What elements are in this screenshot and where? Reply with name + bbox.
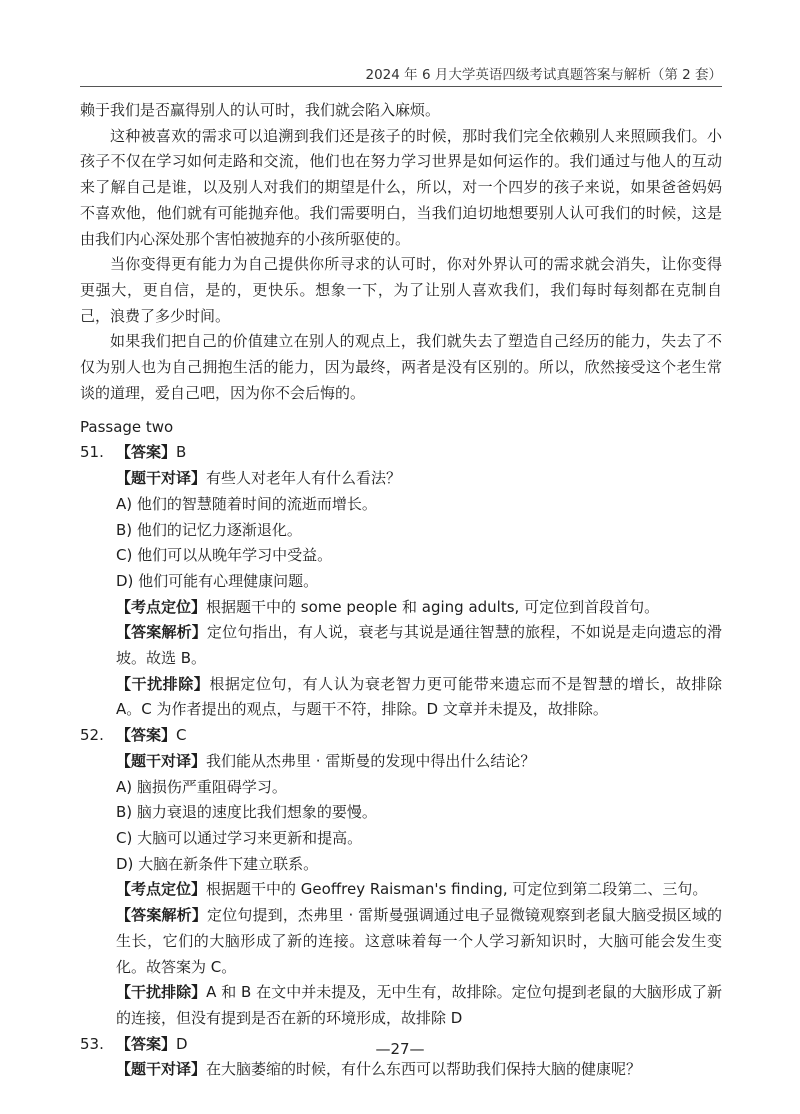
- option-line: [80, 852, 722, 878]
- question-number: 51.: [80, 443, 104, 462]
- answer-tag: 【答案】: [116, 443, 177, 462]
- section-tag: 【题干对译】: [116, 1060, 207, 1079]
- line-text: 根据题干中的 Geoffrey Raisman's finding, 可定位到第二段第二、三句。: [206, 880, 708, 899]
- line-text: D) 大脑在新条件下建立联系。: [116, 854, 319, 873]
- analysis-line: [80, 672, 722, 723]
- analysis-line: [80, 620, 722, 671]
- question-answer-row: [80, 440, 722, 466]
- option-line: [80, 543, 722, 569]
- running-header: [80, 66, 722, 87]
- line-text: B) 脑力衰退的速度比我们想象的要慢。: [116, 803, 377, 822]
- line-text: 定位句指出，有人说，衰老与其说是通往智慧的旅程，不如说是走向遗忘的滑坡。故选 B。: [116, 623, 722, 668]
- analysis-line: [80, 595, 722, 621]
- line-text: 在大脑萎缩的时候，有什么东西可以帮助我们保持大脑的健康呢？: [206, 1060, 642, 1079]
- question-number: 53.: [80, 1034, 104, 1053]
- body-paragraph: 赖于我们是否赢得别人的认可时，我们就会陷入麻烦。: [80, 101, 441, 119]
- question-list: [80, 440, 722, 1083]
- section-tag: 【答案解析】: [116, 906, 208, 925]
- page-number: —27—: [375, 1040, 425, 1058]
- section-tag: 【题干对译】: [116, 751, 207, 770]
- header-title: 2024 年 6 月大学英语四级考试真题答案与解析（第 2 套）: [365, 67, 722, 83]
- section-tag: 【考点定位】: [116, 597, 207, 616]
- question-answer-row: [80, 723, 722, 749]
- body-paragraph: 当你变得更有能力为自己提供你所寻求的认可时，你对外界认可的需求就会消失，让你变得更强大，更自信，是的，更快乐。想象一下，为了让别人喜欢我们，我们每时每刻都在克制自己，浪费了多少时间。: [80, 255, 722, 325]
- line-text: D) 他们可能有心理健康问题。: [116, 571, 319, 590]
- analysis-line: [80, 877, 722, 903]
- option-line: [80, 569, 722, 595]
- section-tag: 【答案解析】: [116, 623, 207, 642]
- option-line: [80, 492, 722, 518]
- line-text: A) 他们的智慧随着时间的流逝而增长。: [116, 494, 377, 513]
- page-content: [80, 98, 722, 1083]
- answer-value: D: [176, 1034, 188, 1053]
- line-text: 我们能从杰弗里 · 雷斯曼的发现中得出什么结论？: [206, 751, 536, 770]
- answer-line: [116, 723, 187, 749]
- line-text: C) 大脑可以通过学习来更新和提高。: [116, 828, 363, 847]
- body-paragraph: 如果我们把自己的价值建立在别人的观点上，我们就失去了塑造自己经历的能力，失去了不仅为别人也为自己拥抱生活的能力，因为最终，两者是没有区别的。所以，欣然接受这个老生常谈的道理，爱自己吧，因为你不会后悔的。: [80, 332, 722, 402]
- line-text: 有些人对老年人有什么看法？: [206, 469, 402, 488]
- line-text: 定位句提到，杰弗里 · 雷斯曼强调通过电子显微镜观察到老鼠大脑受损区域的生长，它们的大脑形成了新的连接。这意味着每一个人学习新知识时，大脑可能会发生变化。故答案为 C。: [116, 906, 722, 976]
- option-line: [80, 518, 722, 544]
- analysis-line: [80, 1057, 722, 1083]
- answer-value: B: [176, 443, 187, 462]
- answer-tag: 【答案】: [116, 726, 177, 745]
- analysis-line: [80, 903, 722, 980]
- analysis-line: [80, 980, 722, 1031]
- question-item: [80, 440, 722, 723]
- question-item: [80, 723, 722, 1031]
- answer-value: C: [176, 726, 187, 745]
- intro-paragraphs: [80, 98, 722, 406]
- line-text: 根据定位句，有人认为衰老智力更可能带来遗忘而不是智慧的增长，故排除 A。C 为作者提出的观点，与题干不符，排除。D 文章并未提及，故排除。: [116, 674, 722, 719]
- analysis-line: [80, 466, 722, 492]
- passage-title: Passage two: [80, 418, 174, 437]
- section-tag: 【题干对译】: [116, 469, 207, 488]
- line-text: A 和 B 在文中并未提及，无中生有，故排除。定位句提到老鼠的大脑形成了新的连接，但没有提到是否在新的环境形成，故排除 D: [116, 983, 722, 1027]
- line-text: A) 脑损伤严重阻碍学习。: [116, 777, 287, 796]
- option-line: [80, 775, 722, 801]
- question-number: 52.: [80, 726, 104, 745]
- body-paragraph: 这种被喜欢的需求可以追溯到我们还是孩子的时候，那时我们完全依赖别人来照顾我们。小孩子不仅在学习如何走路和交流，他们也在努力学习世界是如何运作的。我们通过与他人的互动来了解自己是谁，以及别人对我们的期望是什么，所以，对一个四岁的孩子来说，如果爸爸妈妈不喜欢他，他们就有可能抛弃他。我们需要明白，当我们迫切地想要别人认可我们的时候，这是由我们内心深处那个害怕被抛弃的小孩所驱使的。: [80, 126, 722, 248]
- line-text: C) 他们可以从晚年学习中受益。: [116, 546, 333, 565]
- section-tag: 【考点定位】: [116, 880, 207, 899]
- option-line: [80, 800, 722, 826]
- analysis-line: [80, 749, 722, 775]
- answer-tag: 【答案】: [116, 1034, 177, 1053]
- line-text: B) 他们的记忆力逐渐退化。: [116, 520, 302, 539]
- option-line: [80, 826, 722, 852]
- answer-line: [116, 440, 186, 466]
- section-tag: 【干扰排除】: [116, 983, 207, 1002]
- section-tag: 【干扰排除】: [116, 674, 210, 693]
- line-text: 根据题干中的 some people 和 aging adults, 可定位到首段首句。: [206, 597, 660, 616]
